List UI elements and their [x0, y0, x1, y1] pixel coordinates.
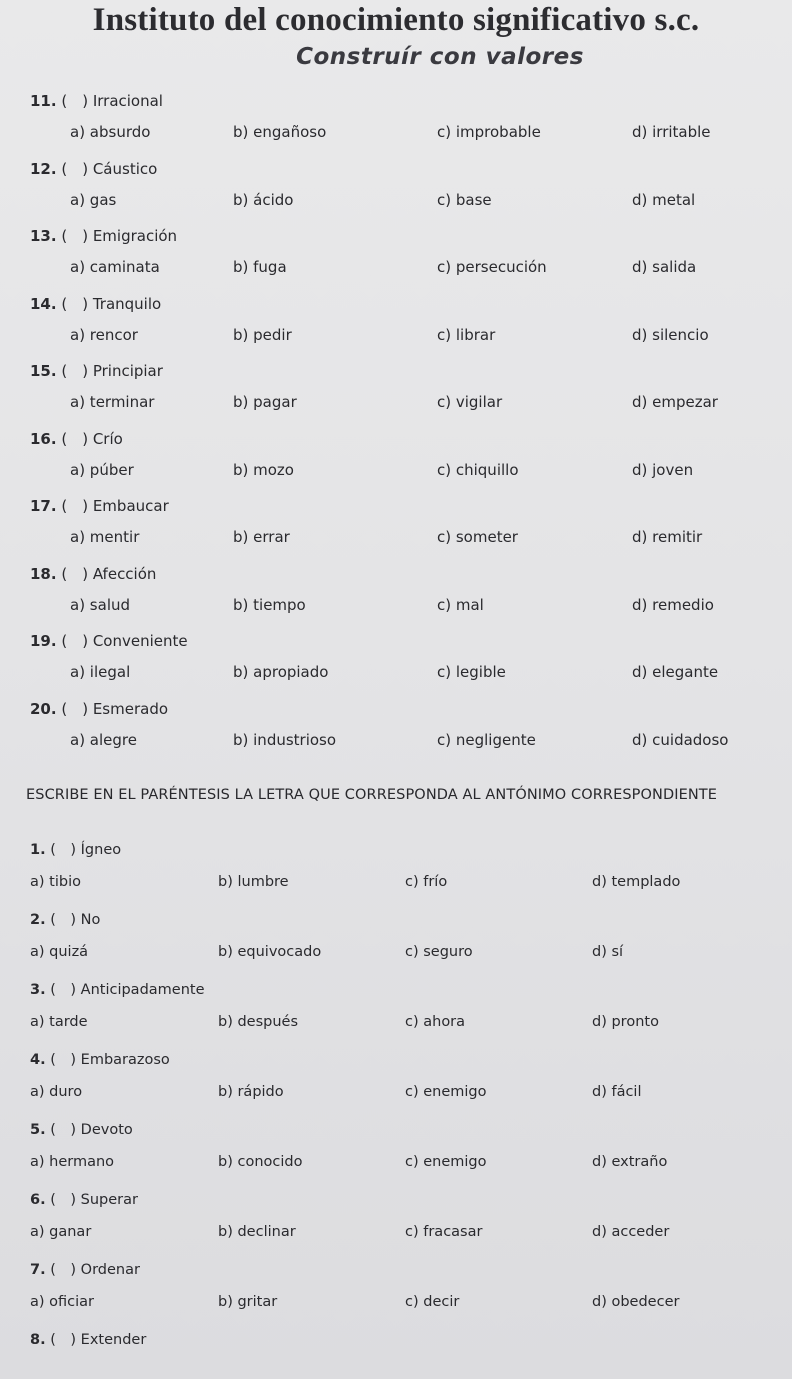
answer-option: c) persecución	[437, 258, 547, 276]
answer-option: c) mal	[437, 595, 484, 614]
answer-option: a) tibio	[30, 874, 81, 890]
question-ant-5	[30, 1192, 138, 1208]
question-word: Extender	[80, 1332, 147, 1348]
question-word: Crío	[92, 429, 123, 448]
answer-parenthesis[interactable]: ( )	[56, 429, 93, 448]
question-ant-7	[30, 1332, 146, 1348]
question-syn-5	[30, 430, 123, 448]
question-syn-3	[30, 295, 161, 313]
answer-option: b) rápido	[218, 1084, 284, 1100]
page-title: Instituto del conocimiento significativo s.c.	[92, 2, 700, 38]
answer-option: d) silencio	[632, 325, 709, 344]
answer-option: b) después	[218, 1014, 299, 1030]
question-number: 3.	[30, 982, 46, 998]
answer-option: c) seguro	[405, 944, 473, 960]
question-word: Ígneo	[80, 842, 122, 858]
question-number: 4.	[30, 1052, 46, 1068]
answer-option: b) ácido	[233, 190, 294, 209]
question-word: Embarazoso	[80, 1052, 170, 1068]
question-ant-2	[30, 982, 205, 998]
answer-parenthesis[interactable]: ( )	[56, 294, 93, 313]
answer-parenthesis[interactable]: ( )	[45, 1052, 81, 1068]
answer-option: d) metal	[632, 190, 696, 209]
answer-option: c) ahora	[405, 1014, 466, 1030]
answer-option: b) equivocado	[218, 944, 322, 960]
answer-option: d) elegante	[632, 663, 719, 681]
answer-option: d) pronto	[592, 1014, 659, 1030]
answer-option: d) cuidadoso	[632, 730, 729, 749]
question-word: Esmerado	[92, 699, 169, 718]
question-number: 13.	[30, 227, 57, 245]
answer-option: b) fuga	[233, 258, 287, 276]
answer-option: a) ganar	[30, 1224, 92, 1240]
answer-parenthesis[interactable]: ( )	[45, 982, 81, 998]
answer-option: b) conocido	[218, 1154, 303, 1170]
answer-option: b) mozo	[233, 460, 294, 479]
answer-option: a) alegre	[70, 730, 137, 749]
answer-option: a) caminata	[70, 258, 160, 276]
answer-option: b) pagar	[233, 393, 297, 411]
answer-option: a) oficiar	[30, 1294, 95, 1310]
answer-option: c) enemigo	[405, 1084, 487, 1100]
answer-option: c) chiquillo	[437, 460, 519, 479]
answer-option: d) obedecer	[592, 1294, 680, 1310]
question-number: 7.	[30, 1262, 46, 1278]
question-word: Devoto	[80, 1122, 133, 1138]
question-syn-8	[30, 632, 188, 650]
answer-option: b) industrioso	[233, 730, 337, 749]
answer-option: d) remedio	[632, 595, 714, 614]
answer-option: a) gas	[70, 190, 117, 209]
answer-option: c) librar	[437, 325, 496, 344]
question-syn-6	[30, 497, 169, 515]
answer-parenthesis[interactable]: ( )	[45, 912, 81, 928]
question-ant-0	[30, 842, 121, 858]
answer-option: a) quizá	[30, 944, 89, 960]
answer-option: b) tiempo	[233, 595, 306, 614]
answer-parenthesis[interactable]: ( )	[56, 227, 93, 245]
answer-option: a) rencor	[70, 325, 138, 344]
answer-option: a) terminar	[70, 393, 155, 411]
question-number: 5.	[30, 1122, 46, 1138]
question-number: 14.	[30, 294, 57, 313]
question-syn-4	[30, 362, 163, 380]
question-syn-1	[30, 160, 157, 178]
question-word: Anticipadamente	[80, 982, 205, 998]
answer-option: a) hermano	[30, 1154, 115, 1170]
answer-parenthesis[interactable]: ( )	[45, 1332, 81, 1348]
antonym-instruction: ESCRIBE EN EL PARÉNTESIS LA LETRA QUE CORRESPONDA AL ANTÓNIMO CORRESPONDIENTE	[26, 787, 718, 803]
question-ant-6	[30, 1262, 140, 1278]
answer-option: d) acceder	[592, 1224, 670, 1240]
question-word: Cáustico	[92, 159, 158, 178]
answer-option: b) gritar	[218, 1294, 278, 1310]
answer-option: c) decir	[405, 1294, 460, 1310]
answer-option: a) absurdo	[70, 123, 151, 141]
question-number: 20.	[30, 699, 57, 718]
answer-parenthesis[interactable]: ( )	[56, 159, 93, 178]
answer-option: b) errar	[233, 528, 290, 546]
question-number: 11.	[30, 92, 57, 110]
answer-option: b) pedir	[233, 325, 292, 344]
answer-parenthesis[interactable]: ( )	[56, 564, 93, 583]
question-word: Afección	[92, 564, 157, 583]
answer-parenthesis[interactable]: ( )	[56, 497, 93, 515]
question-syn-0	[30, 92, 163, 110]
answer-option: d) fácil	[592, 1084, 642, 1100]
answer-option: d) extraño	[592, 1154, 668, 1170]
question-number: 16.	[30, 429, 57, 448]
answer-option: a) púber	[70, 460, 134, 479]
question-number: 1.	[30, 842, 46, 858]
question-word: Tranquilo	[92, 294, 162, 313]
answer-option: a) tarde	[30, 1014, 88, 1030]
answer-option: d) remitir	[632, 528, 703, 546]
answer-option: a) salud	[70, 595, 131, 614]
question-ant-3	[30, 1052, 170, 1068]
answer-option: d) joven	[632, 460, 694, 479]
question-number: 15.	[30, 362, 57, 380]
answer-option: d) sí	[592, 944, 624, 960]
question-word: Embaucar	[92, 497, 169, 515]
answer-option: d) empezar	[632, 393, 718, 411]
question-number: 8.	[30, 1332, 46, 1348]
answer-option: c) fracasar	[405, 1224, 483, 1240]
question-number: 6.	[30, 1192, 46, 1208]
page-subtitle: Construír con valores	[296, 44, 584, 70]
question-ant-1	[30, 912, 100, 928]
question-ant-4	[30, 1122, 133, 1138]
answer-option: b) engañoso	[233, 123, 327, 141]
answer-option: b) lumbre	[218, 874, 289, 890]
answer-parenthesis[interactable]: ( )	[56, 92, 93, 110]
question-word: Ordenar	[80, 1262, 140, 1278]
question-word: Principiar	[92, 362, 163, 380]
question-number: 17.	[30, 497, 57, 515]
answer-option: c) frío	[405, 874, 448, 890]
answer-parenthesis[interactable]: ( )	[45, 1262, 81, 1278]
question-word: No	[80, 912, 101, 928]
answer-parenthesis[interactable]: ( )	[45, 1122, 81, 1138]
question-word: Emigración	[92, 227, 178, 245]
question-syn-7	[30, 565, 156, 583]
question-syn-2	[30, 227, 177, 245]
question-syn-9	[30, 700, 168, 718]
answer-option: c) legible	[437, 663, 506, 681]
answer-parenthesis[interactable]: ( )	[56, 362, 93, 380]
answer-option: c) improbable	[437, 123, 541, 141]
answer-parenthesis[interactable]: ( )	[45, 1192, 81, 1208]
answer-option: b) apropiado	[233, 663, 329, 681]
answer-option: c) someter	[437, 528, 518, 546]
answer-option: d) templado	[592, 874, 681, 890]
answer-option: a) duro	[30, 1084, 83, 1100]
answer-option: c) negligente	[437, 730, 536, 749]
answer-option: b) declinar	[218, 1224, 296, 1240]
question-word: Irracional	[92, 92, 163, 110]
answer-option: c) enemigo	[405, 1154, 487, 1170]
answer-option: a) mentir	[70, 528, 140, 546]
question-number: 2.	[30, 912, 46, 928]
answer-option: a) ilegal	[70, 663, 131, 681]
answer-option: d) salida	[632, 258, 697, 276]
answer-option: c) vigilar	[437, 393, 503, 411]
question-number: 18.	[30, 564, 57, 583]
question-word: Conveniente	[92, 632, 188, 650]
answer-option: d) irritable	[632, 123, 711, 141]
question-number: 19.	[30, 632, 57, 650]
answer-option: c) base	[437, 190, 492, 209]
question-number: 12.	[30, 159, 57, 178]
question-word: Superar	[80, 1192, 138, 1208]
answer-parenthesis[interactable]: ( )	[56, 632, 93, 650]
answer-parenthesis[interactable]: ( )	[45, 842, 81, 858]
answer-parenthesis[interactable]: ( )	[56, 699, 93, 718]
